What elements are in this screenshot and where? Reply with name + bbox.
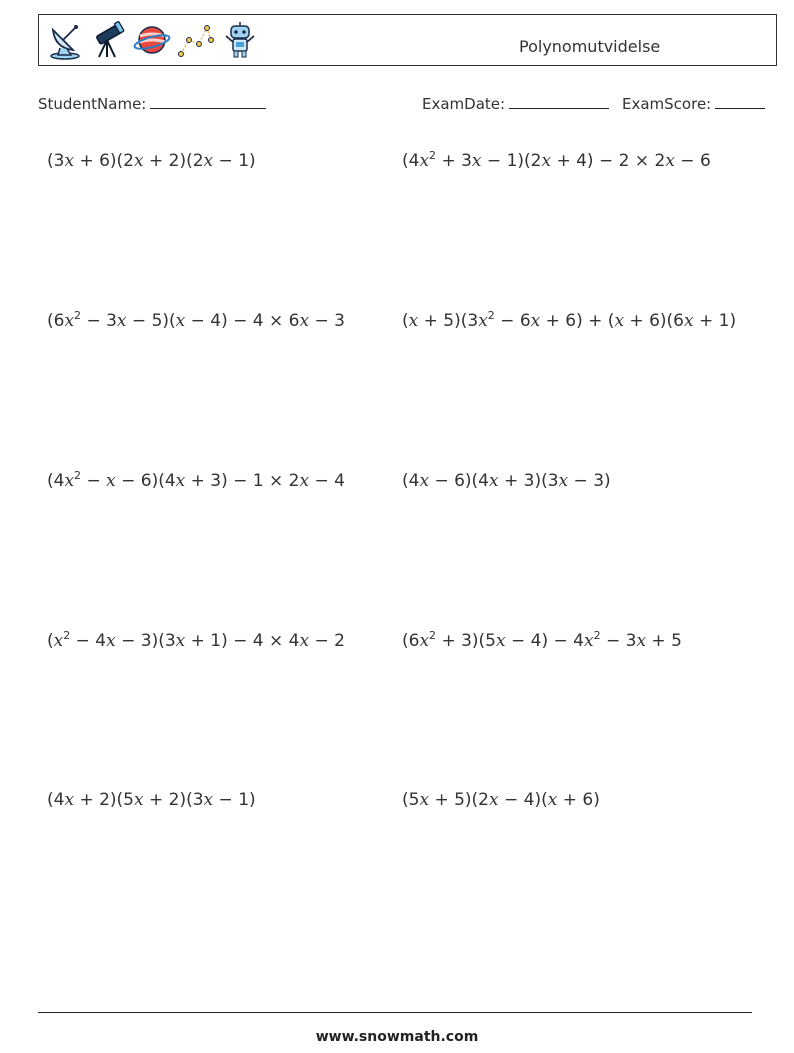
exam-score-field — [622, 94, 765, 113]
problem-10: (5x + 5)(2x − 4)(x + 6) — [402, 790, 600, 810]
satellite-dish-icon — [45, 20, 83, 60]
student-name-blank[interactable] — [150, 94, 266, 109]
constellation-icon — [177, 20, 215, 60]
student-name-field — [38, 94, 266, 113]
problem-1: (3x + 6)(2x + 2)(2x − 1) — [47, 151, 256, 171]
problem-4: $(x + 5)(3x^2 - 6x + 6) + (x + 6)(6x + 1)$ — [402, 309, 737, 331]
robot-icon — [221, 20, 259, 60]
worksheet-header — [38, 14, 777, 66]
problem-9: (4x + 2)(5x + 2)(3x − 1) — [47, 790, 256, 810]
exam-date-field — [422, 94, 609, 113]
student-name-label: StudentName: — [38, 95, 147, 113]
problem-2: $(4x^2 + 3x - 1)(2x + 4) - 2 \times 2x - 6$ — [402, 149, 711, 171]
problem-5: $(4x^2 - x - 6)(4x + 3) - 1 \times 2x - 4$ — [47, 469, 345, 491]
planet-icon — [133, 20, 171, 60]
telescope-icon — [89, 20, 127, 60]
exam-date-blank[interactable] — [509, 94, 609, 109]
problem-3: $(6x^2 - 3x - 5)(x - 4) - 4 \times 6x - 3$ — [47, 309, 345, 331]
problem-7: $(x^2 - 4x - 3)(3x + 1) - 4 \times 4x - 2$ — [47, 629, 345, 651]
exam-date-label: ExamDate: — [422, 95, 506, 113]
footer-divider — [38, 1012, 752, 1013]
problem-8: $(6x^2 + 3)(5x - 4) - 4x^2 - 3x + 5$ — [402, 629, 682, 651]
header-icons — [45, 20, 259, 60]
exam-score-label: ExamScore: — [622, 95, 712, 113]
footer-website: www.snowmath.com — [315, 1029, 479, 1045]
worksheet-title: Polynomutvidelse — [519, 37, 661, 56]
exam-score-blank[interactable] — [715, 94, 765, 109]
problem-6: (4x − 6)(4x + 3)(3x − 3) — [402, 471, 611, 491]
